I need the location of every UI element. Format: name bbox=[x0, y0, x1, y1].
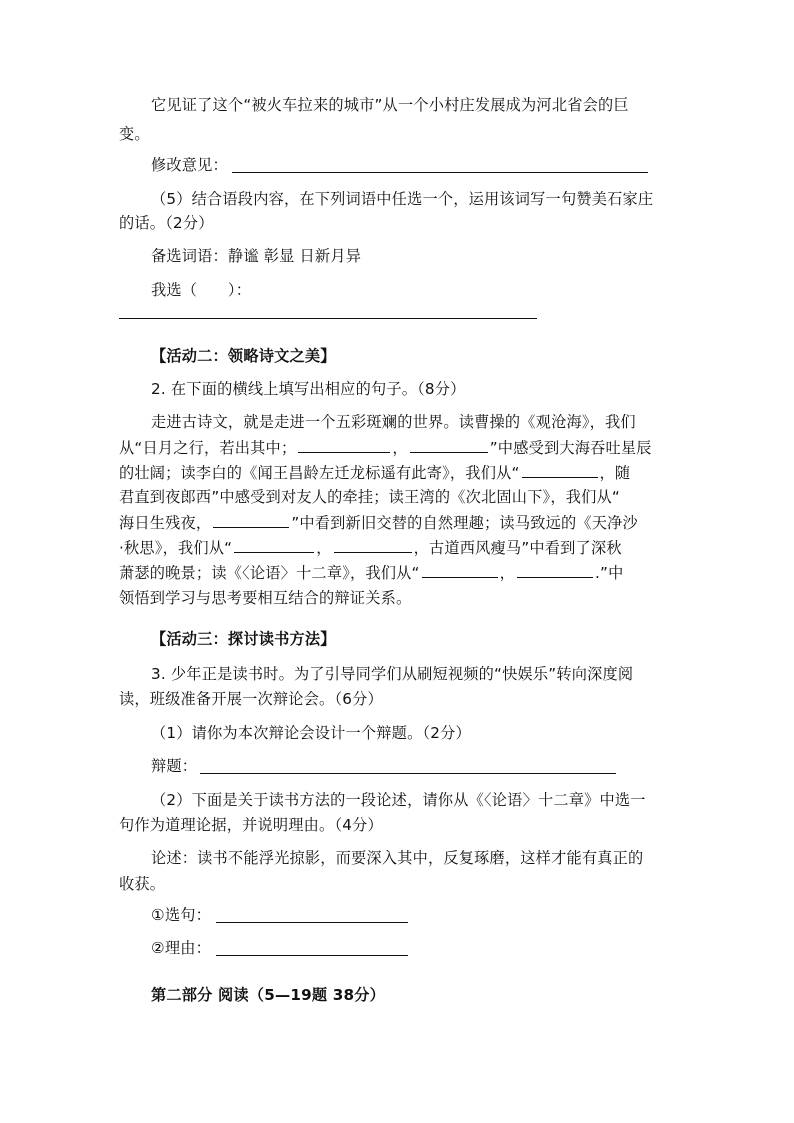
poem-paragraph-line-1: 走进古诗文，就是走进一个五彩斑斓的世界。读曹操的《观沧海》，我们 bbox=[151, 413, 636, 431]
text-fragment: ， bbox=[392, 439, 408, 457]
blank-guanhai-1[interactable] bbox=[298, 437, 390, 453]
poem-paragraph-line-2 bbox=[119, 437, 652, 458]
activity2-heading: 【活动二：领略诗文之美】 bbox=[151, 347, 336, 365]
debate-topic-label: 辩题： bbox=[151, 757, 198, 775]
blank-wangwan[interactable] bbox=[213, 512, 289, 528]
debate-topic-line[interactable] bbox=[200, 773, 616, 774]
choose-word-label: 我选（ ）： bbox=[151, 281, 252, 299]
edit-label: 修改意见： bbox=[151, 156, 228, 174]
text-fragment: 从“日月之行，若出其中； bbox=[119, 439, 297, 457]
text-fragment: ，随 bbox=[599, 464, 631, 482]
text-fragment: ， bbox=[316, 539, 332, 557]
text-fragment: ，古道西风瘦马”中看到了深秋 bbox=[413, 539, 622, 557]
sentence-line-1: 它见证了这个“被火车拉来的城市”从一个小村庄发展成为河北省会的巨 bbox=[151, 96, 629, 114]
activity3-heading: 【活动三：探讨读书方法】 bbox=[151, 630, 336, 648]
choose-answer-line[interactable] bbox=[119, 318, 537, 319]
text-fragment: ”中看到新旧交替的自然理趣；读马致远的《天净沙 bbox=[291, 514, 638, 532]
q3-line-1: 3. 少年正是读书时。为了引导同学们从刷短视频的“快娱乐”转向深度阅 bbox=[151, 665, 634, 683]
q3-2-line-2: 句作为道理论据，并说明理由。（4分） bbox=[119, 816, 383, 834]
text-fragment: ·秋思》，我们从“ bbox=[119, 539, 233, 557]
choose-sentence-label: ①选句： bbox=[151, 906, 211, 924]
blank-libai[interactable] bbox=[522, 462, 598, 478]
blank-lunyu-1[interactable] bbox=[422, 562, 498, 578]
candidate-words: 备选词语：静谧 彰显 日新月异 bbox=[151, 247, 362, 265]
choose-sentence-line[interactable] bbox=[216, 922, 408, 923]
text-fragment: ”中感受到大海吞吐星辰 bbox=[489, 439, 652, 457]
part2-heading: 第二部分 阅读（5—19题 38分） bbox=[151, 986, 386, 1004]
q2-stem: 2. 在下面的横线上填写出相应的句子。（8分） bbox=[151, 380, 466, 398]
text-fragment: ， bbox=[499, 564, 516, 582]
blank-lunyu-2[interactable] bbox=[517, 562, 593, 578]
q5-line-2: 的话。（2分） bbox=[119, 214, 214, 232]
text-fragment: 萧瑟的晚景；读《〈论语〉十二章》，我们从“ bbox=[119, 564, 420, 582]
blank-guanhai-2[interactable] bbox=[410, 437, 488, 453]
poem-paragraph-line-3 bbox=[119, 462, 630, 483]
q5-line-1: （5）结合语段内容，在下列词语中任选一个，运用该词写一句赞美石家庄 bbox=[151, 190, 654, 208]
edit-answer-line[interactable] bbox=[232, 172, 648, 173]
text-fragment: 的壮阔；读李白的《闻王昌龄左迁龙标遥有此寄》，我们从“ bbox=[119, 464, 520, 482]
q3-line-2: 读，班级准备开展一次辩论会。（6分） bbox=[119, 690, 383, 708]
blank-qiusi-2[interactable] bbox=[334, 537, 412, 553]
q3-2-line-1: （2）下面是关于读书方法的一段论述，请你从《〈论语〉十二章》中选一 bbox=[151, 791, 646, 809]
poem-paragraph-line-7 bbox=[119, 562, 624, 583]
blank-qiusi-1[interactable] bbox=[234, 537, 314, 553]
reason-line[interactable] bbox=[216, 955, 408, 956]
text-fragment: .”中 bbox=[595, 564, 624, 582]
edit-suggestion-row bbox=[151, 155, 228, 175]
argument-line-1: 论述：读书不能浮光掠影，而要深入其中，反复琢磨，这样才能有真正的 bbox=[151, 849, 644, 867]
argument-line-2: 收获。 bbox=[119, 875, 166, 893]
poem-paragraph-line-8: 领悟到学习与思考要相互结合的辩证关系。 bbox=[119, 589, 412, 607]
text-fragment: 海日生残夜， bbox=[119, 514, 212, 532]
q3-1: （1）请你为本次辩论会设计一个辩题。（2分） bbox=[151, 724, 471, 742]
poem-paragraph-line-5 bbox=[119, 512, 638, 533]
reason-label: ②理由： bbox=[151, 939, 211, 957]
poem-paragraph-line-4: 君直到夜郎西”中感受到对友人的牵挂；读王湾的《次北固山下》，我们从“ bbox=[119, 488, 620, 506]
poem-paragraph-line-6 bbox=[119, 537, 622, 558]
sentence-line-2: 变。 bbox=[119, 125, 150, 143]
